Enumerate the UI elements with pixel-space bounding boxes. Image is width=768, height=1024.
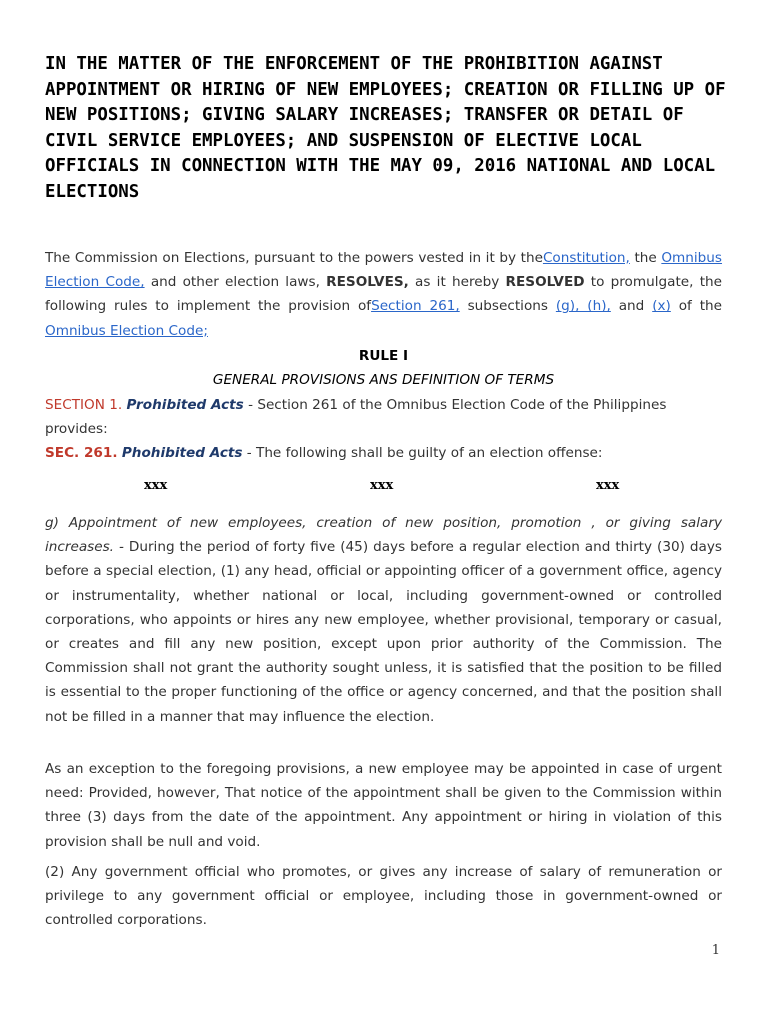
section-261 [45,441,722,465]
sec-261-title: Phohibited Acts [121,445,243,461]
resolved-text: RESOLVED [505,274,585,291]
omnibus-election-code-link[interactable]: Omnibus Election Code, [45,250,723,291]
resolves-text: RESOLVES, [326,274,409,291]
constitution-link[interactable]: Constitution, [542,250,630,266]
paragraph-g [45,511,722,729]
omnibus-election-code-link-2[interactable]: Omnibus Election Code; [45,322,208,339]
omission-mark: xxx [144,478,168,493]
page-number: 1 [711,943,720,958]
document-title: IN THE MATTER OF THE ENFORCEMENT OF THE PROHIBITION AGAINST APPOINTMENT OR HIRING OF NEW EMPLOYEES; CREATION OR FILLING UP OF NEW POSITIONS; GIVING SALARY INCREASES; TRANSFER OR DETAIL OF CIVIL SERVICE EMPLOYEES; AND SUSPENSION OF ELECTIVE LOCAL OFFICIALS IN CONNECTION WITH THE MAY 09, 2016 NATIONAL AND LOCAL ELECTIONS [45,54,726,202]
paragraph-2: (2) Any government official who promotes, or gives any increase of salary of remuneration or privilege to any government official or employee, including those in government-owned or controlled corporations. [45,864,722,929]
section-1 [45,393,722,441]
subsections-g-h-link[interactable]: (g), (h), [555,298,611,315]
intro-text: The Commission on Elections, pursuant to the powers vested in it by the [45,250,543,266]
paragraph-exception: As an exception to the foregoing provisions, a new employee may be appointed in case of urgent need: Provided, however, That notice of the appointment shall be given to the Commission within three (3) days from the date of the appointment. Any appointment or hiring in violation of this provision shall be null and void. [45,761,722,850]
rule-subheading: GENERAL PROVISIONS ANS DEFINITION OF TERMS [212,372,555,388]
section-261-link[interactable]: Section 261, [371,298,460,315]
omission-mark: xxx [370,478,394,493]
rule-heading: RULE I [358,348,409,364]
omission-marks [45,478,722,502]
section-1-title: Prohibited Acts [126,397,244,413]
paragraph-g-heading: g) Appointment of new employees, creation of new position, promotion , or giving salary increases. - [45,515,722,556]
sec-261-text: - The following shall be guilty of an election offense: [242,445,603,461]
omission-mark: xxx [596,478,620,493]
subsection-x-link[interactable]: (x) [652,298,671,315]
sec-261-label: SEC. 261. [45,445,118,461]
intro-paragraph: The Commission on Elections, pursuant to the powers vested in it by theConstitution, the Omnibus Election Code, and other election laws, RESOLVES, as it hereby RESOLVED to promulgate, the following rules to implement the provision ofSection 261, subsections (g), (h), and (x) of the Omnibus Election Code; [45,250,723,339]
section-1-text: - Section 261 of the Omnibus Election Code of the Philippines provides: [45,397,667,438]
paragraph-g-text: During the period of forty five (45) days before a regular election and thirty (30) days before a special election, (1) any head, official or appointing officer of a government office, agency or instrumentality, whether national or local, including government-owned or controlled corporations, who appoints or hires any new employee, whether provisional, temporary or casual, or creates and fill any new position, except upon prior authority of the Commission. The Commission shall not grant the authority sought unless, it is satisfied that the position to be filled is essential to the proper functioning of the office or agency concerned, and that the position shall not be filled in a manner that may influence the election. [45,539,722,725]
section-1-label: SECTION 1. [45,397,123,413]
